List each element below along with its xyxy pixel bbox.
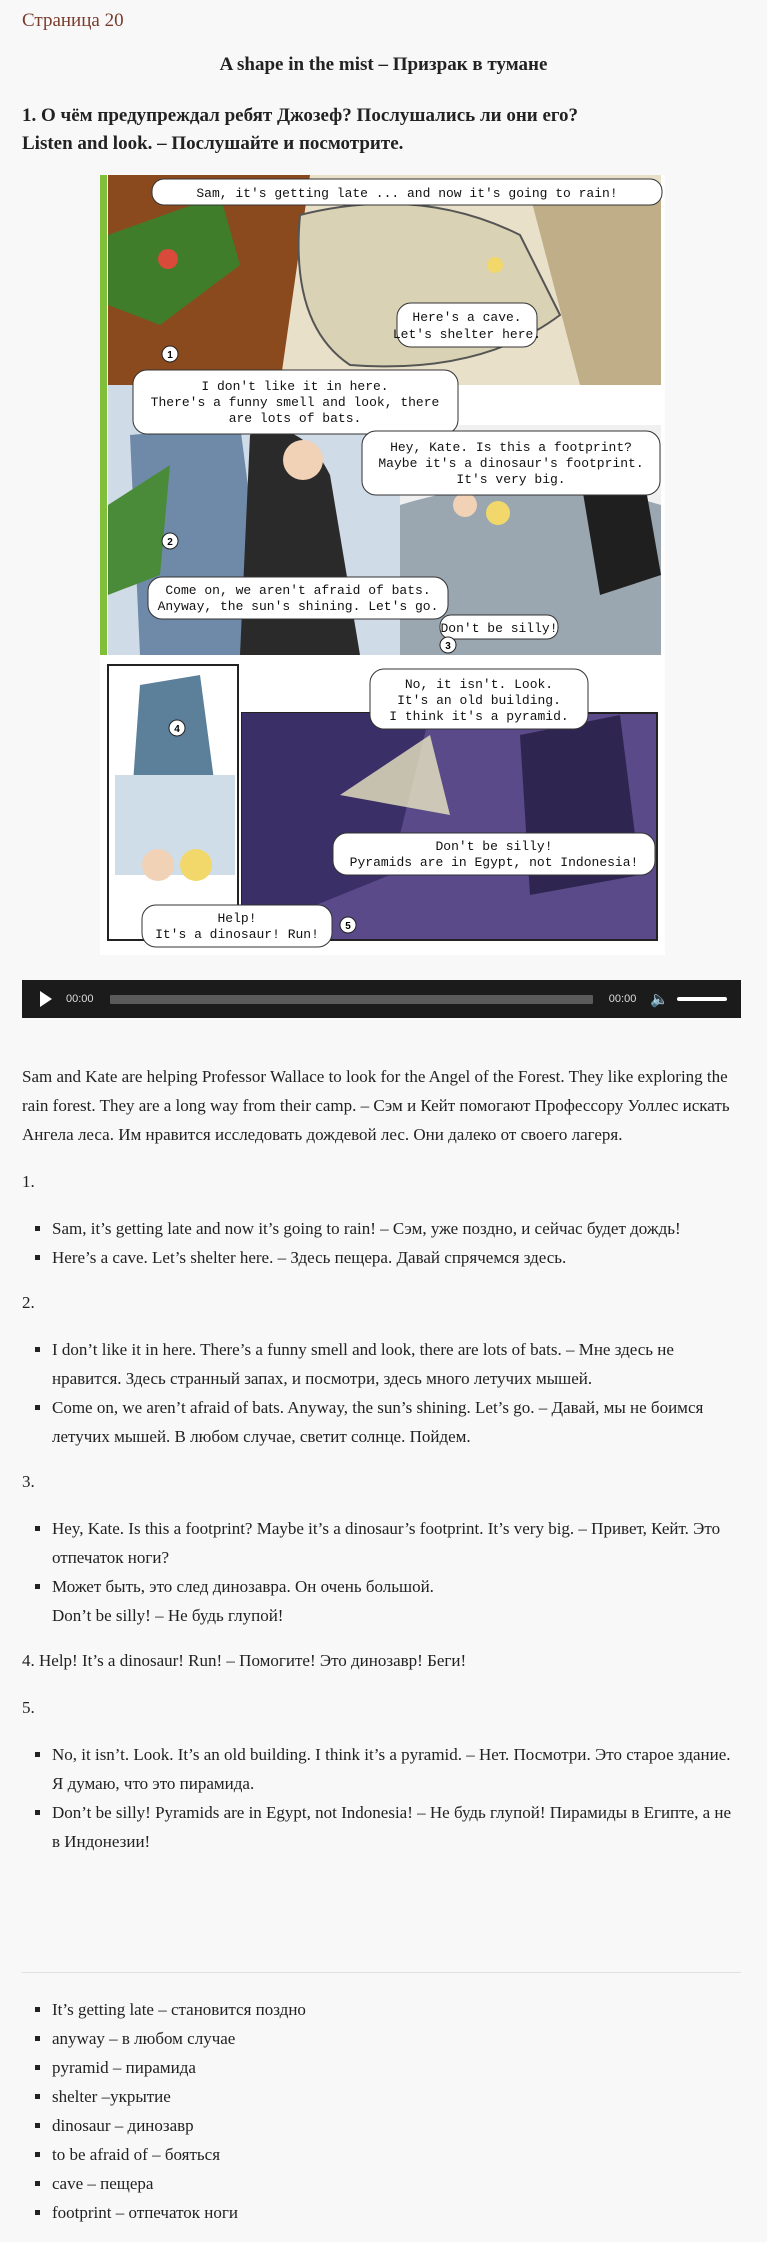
section-3-number: 3. [22, 1472, 35, 1491]
bubble-3-line-1: I don't like it in here. [201, 379, 389, 394]
bubble-7-line-1: No, it isn't. Look. [404, 677, 554, 692]
bubble-4-line-3: It's very big. [456, 472, 566, 487]
comic-image [100, 175, 665, 955]
task-line-2: Listen and look. – Послушайте и посмотрите. [22, 133, 404, 154]
panel-number-2: 2 [167, 537, 173, 548]
vocabulary-list [22, 1995, 742, 2227]
bubble-4-line-2: Maybe it's a dinosaur's footprint. [378, 456, 644, 471]
bubble-1-text: Sam, it's getting late ... and now it's going to rain! [196, 186, 618, 201]
section-5-list [22, 1740, 742, 1856]
list-item: ▪ Может быть, это след динозавра. Он очень большой. Don’t be silly! – Не будь глупой! [52, 1572, 742, 1630]
panel-number-5: 5 [345, 921, 351, 932]
vocab-item: ▪ anyway – в любом случае [52, 2024, 742, 2053]
bubble-2-line-2: Let's shelter here. [392, 327, 542, 342]
panel-number-1: 1 [167, 350, 173, 361]
list-item: ▪ Hey, Kate. Is this a footprint? Maybe it’s a dinosaur’s footprint. It’s very big. – Привет, Кейт. Это отпечаток ноги? [52, 1514, 742, 1572]
vocab-item: ▪ footprint – отпечаток ноги [52, 2198, 742, 2227]
play-icon[interactable] [40, 991, 52, 1007]
bubble-5-line-1: Come on, we aren't afraid of bats. [165, 583, 431, 598]
bubble-3-line-2: There's a funny smell and look, there [150, 395, 440, 410]
list-item: ▪ No, it isn’t. Look. It’s an old building. I think it’s a pyramid. – Нет. Посмотри. Это старое здание. Я думаю, что это пирамида. [52, 1740, 742, 1798]
list-item: ▪ Sam, it’s getting late and now it’s going to rain! – Сэм, уже поздно, и сейчас будет дождь! [52, 1214, 742, 1243]
comic-illustration [100, 175, 665, 955]
bubble-7-line-2: It's an old building. [397, 693, 561, 708]
bubble-4-line-1: Hey, Kate. Is this a footprint? [390, 440, 632, 455]
bubble-7-line-3: I think it's a pyramid. [389, 709, 569, 724]
bubble-8-line-2: Pyramids are in Egypt, not Indonesia! [349, 855, 639, 870]
bubble-2-line-1: Here's a cave. [412, 310, 522, 325]
audio-player[interactable] [22, 980, 741, 1018]
duration: 00:00 [608, 993, 637, 1005]
vocab-item: ▪ It’s getting late – становится поздно [52, 1995, 742, 2024]
vocab-item: ▪ shelter –укрытие [52, 2082, 742, 2111]
task-heading [22, 102, 742, 158]
bubble-9-line-1: Help! [217, 911, 257, 926]
vocab-item: ▪ cave – пещера [52, 2169, 742, 2198]
seek-bar[interactable] [110, 995, 593, 1004]
section-2-list [22, 1335, 742, 1451]
section-1-number: 1. [22, 1172, 35, 1191]
current-time: 00:00 [66, 993, 94, 1005]
task-line-1: 1. О чём предупреждал ребят Джозеф? Послушались ли они его? [22, 105, 579, 126]
section-2-number: 2. [22, 1293, 35, 1312]
section-3-list [22, 1514, 742, 1630]
divider [22, 1972, 741, 1973]
vocab-item: ▪ to be afraid of – бояться [52, 2140, 742, 2169]
list-item: ▪ I don’t like it in here. There’s a funny smell and look, there are lots of bats. – Мне здесь не нравится. Здесь странный запах, и посмотри, здесь много летучих мышей. [52, 1335, 742, 1393]
page-link[interactable]: Страница 20 [22, 10, 124, 31]
list-item: ▪ Don’t be silly! Pyramids are in Egypt, not Indonesia! – Не будь глупой! Пирамиды в Египте, а не в Индонезии! [52, 1798, 742, 1856]
translation-content [22, 1062, 742, 1872]
section-1-list [22, 1214, 742, 1272]
section-5-number: 5. [22, 1698, 35, 1717]
bubble-8-line-1: Don't be silly! [435, 839, 553, 854]
list-item: ▪ Here’s a cave. Let’s shelter here. – Здесь пещера. Давай спрячемся здесь. [52, 1243, 742, 1272]
vocab-item: ▪ dinosaur – динозавр [52, 2111, 742, 2140]
intro-paragraph: Sam and Kate are helping Professor Wallace to look for the Angel of the Forest. They like exploring the rain forest. They are a long way from their camp. – Сэм и Кейт помогают Профессору Уоллес искать Ангела леса. Им нравится исследовать дождевой лес. Они далеко от своего лагеря. [22, 1067, 730, 1144]
volume-icon[interactable]: 🔈 [650, 991, 669, 1008]
list-item: ▪ Come on, we aren’t afraid of bats. Anyway, the sun’s shining. Let’s go. – Давай, мы не боимся летучих мышей. В любом случае, светит солнце. Пойдем. [52, 1393, 742, 1451]
bubble-9-line-2: It's a dinosaur! Run! [155, 927, 319, 942]
section-4-line: 4. Help! It’s a dinosaur! Run! – Помогите! Это динозавр! Беги! [22, 1651, 467, 1670]
page-title: A shape in the mist – Призрак в тумане [219, 54, 548, 75]
panel-number-4: 4 [174, 724, 180, 735]
bubble-6-text: Don't be silly! [440, 621, 558, 636]
bubble-3-line-3: are lots of bats. [228, 411, 362, 426]
vocab-item: ▪ pyramid – пирамида [52, 2053, 742, 2082]
panel-number-3: 3 [445, 641, 451, 652]
bubble-5-line-2: Anyway, the sun's shining. Let's go. [157, 599, 439, 614]
volume-slider[interactable] [677, 997, 727, 1001]
